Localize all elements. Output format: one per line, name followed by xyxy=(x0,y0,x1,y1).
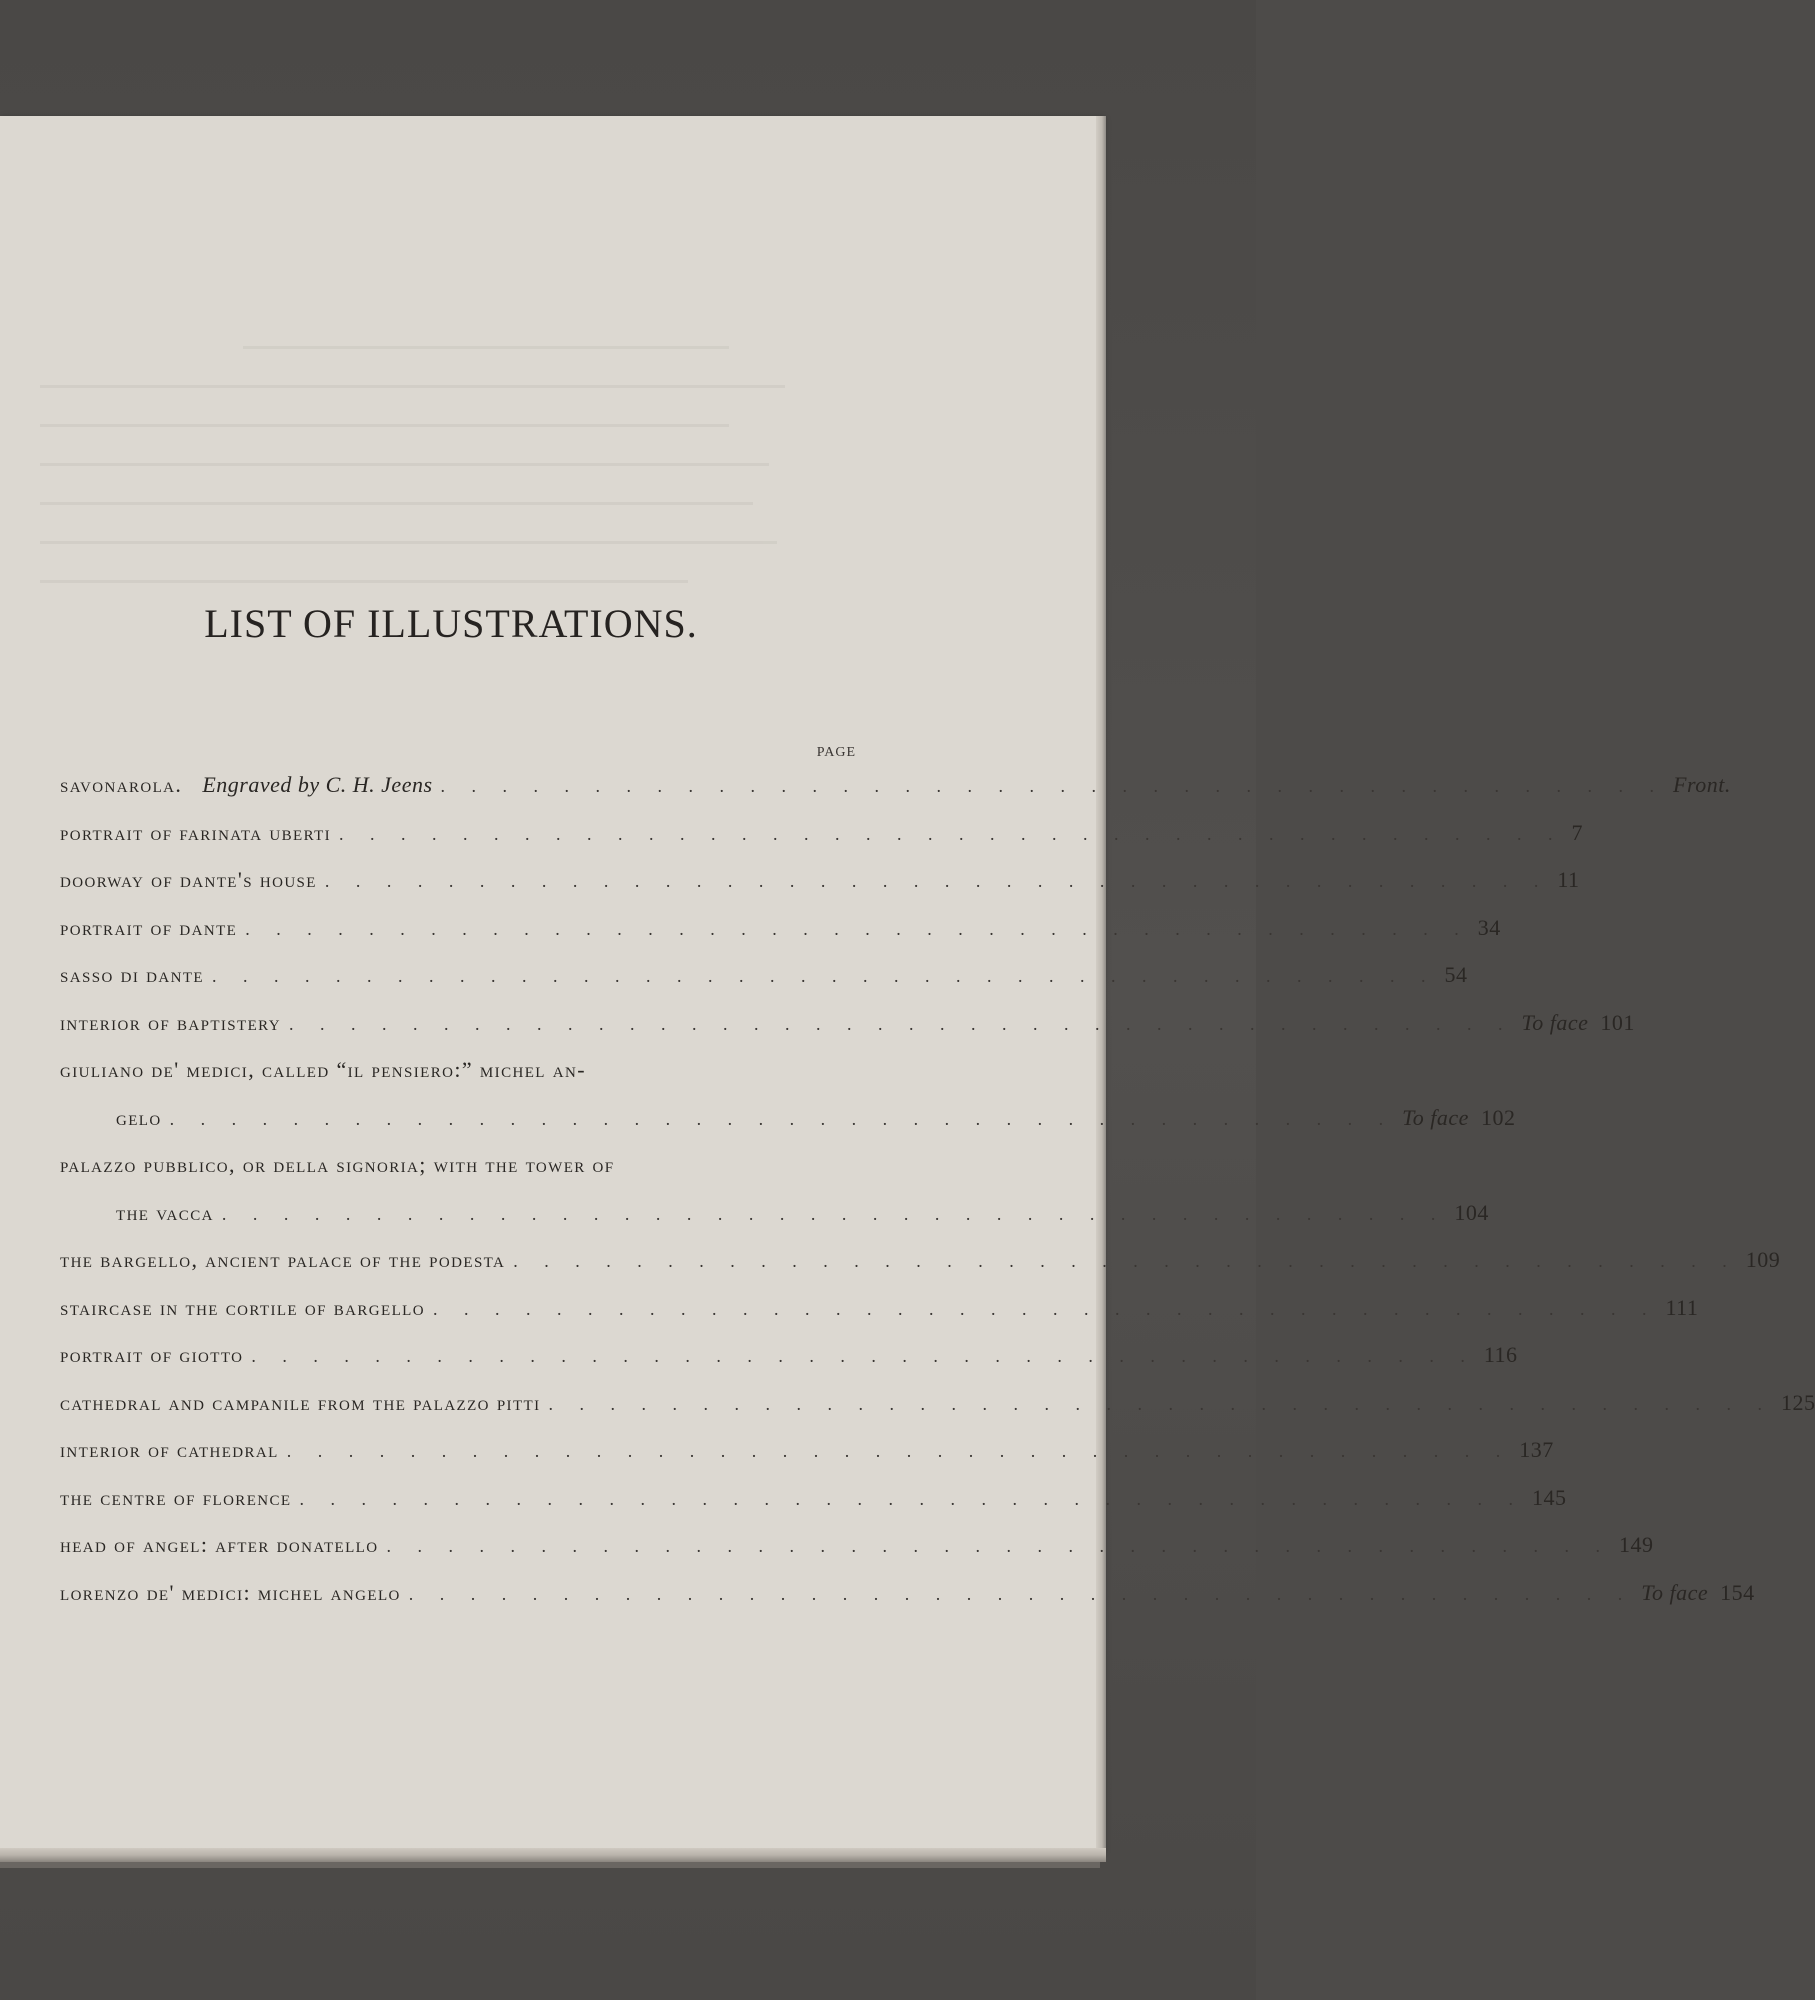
page-number: 11 xyxy=(1557,867,1580,892)
page-number: 125 xyxy=(1780,1389,1815,1415)
show-through-text xyxy=(40,346,850,766)
dot-leader: . . . . . . . . . . . . . . . . . . . . . . . . . . . . . . . . . . . . . . . . xyxy=(286,1441,1512,1461)
entry-title: the bargello, ancient palace of the podesta xyxy=(60,1247,506,1272)
entry-note: To face xyxy=(1641,1579,1709,1605)
entry-title: interior of baptistery xyxy=(60,1009,281,1035)
page-number: 54 xyxy=(1444,962,1468,987)
list-item xyxy=(60,1484,1567,1533)
dot-leader: . . . . . . . . . . . . . . . . . . . . . . . . . . . . . . . . . . . . . . . . xyxy=(386,1536,1611,1556)
page-number: 104 xyxy=(1454,1199,1489,1225)
page-number: 137 xyxy=(1519,1437,1554,1462)
list-item xyxy=(60,1532,1654,1580)
page-number: 154 xyxy=(1720,1579,1755,1605)
entry-title: sasso di dante xyxy=(60,962,204,987)
list-item xyxy=(60,1247,1781,1295)
entry-title: palazzo pubblico, or della signoria; with the tower of xyxy=(60,1152,615,1177)
dot-leader: . . . . . . . . . . . . . . . . . . . . . . . . . . . . . . . . . . . . . . . . xyxy=(169,1108,1395,1129)
dot-leader: . . . . . . . . . . . . . . . . . . . . . . . . . . . . . . . . . . . . . . . . xyxy=(288,1013,1514,1034)
page-column-header: PAGE xyxy=(816,745,856,760)
entry-title: interior of cathedral xyxy=(60,1437,279,1462)
page-number: 101 xyxy=(1600,1009,1635,1035)
entry-title: staircase in the cortile of bargello xyxy=(60,1294,425,1320)
list-item xyxy=(60,962,1468,1010)
dot-leader: . . . . . . . . . . . . . . . . . . . . . . . . . . . . . . . . . . . . . . . . xyxy=(221,1203,1447,1224)
page-edge-bottom xyxy=(0,1848,1106,1862)
entry-title: portrait of farinata uberti xyxy=(60,819,332,845)
entry-title: savonarola. xyxy=(60,772,183,797)
list-item xyxy=(60,772,1731,820)
entry-title: lorenzo de' medici: michel angelo xyxy=(60,1579,401,1605)
dot-leader: . . . . . . . . . . . . . . . . . . . . . . . . . . . . . . . . . . . . . . . . xyxy=(548,1393,1773,1414)
dot-leader: . . . . . . . . . . . . . . . . . . . . . . . . . . . . . . . . . . . . . . . . xyxy=(251,1346,1476,1366)
dot-leader: . . . . . . . . . . . . . . . . . . . . . . . . . . . . . . . . . . . . . . . . xyxy=(339,823,1564,844)
page-number: 149 xyxy=(1618,1532,1654,1557)
dot-leader: . . . . . . . . . . . . . . . . . . . . . . . . . . . . . . . . . . . . . . . . xyxy=(408,1583,1634,1604)
dot-leader: . . . . . . . . . . . . . . . . . . . . . . . . . . . . . . . . . . . . . . . . xyxy=(432,1298,1658,1319)
list-item xyxy=(60,1389,1815,1438)
list-item xyxy=(60,819,1584,868)
list-item xyxy=(60,1152,860,1200)
entry-note: To face xyxy=(1402,1104,1469,1130)
page-number: 34 xyxy=(1477,914,1501,940)
entry-title: gelo xyxy=(116,1104,162,1130)
list-item xyxy=(60,867,1580,915)
dot-leader: . . . . . . . . . . . . . . . . . . . . . . . . . . . . . . . . . . . . . . . . xyxy=(513,1251,1738,1271)
dot-leader: . . . . . . . . . . . . . . . . . . . . . . . . . . . . . . . . . . . . . . . . xyxy=(245,918,1470,939)
entry-note: To face xyxy=(1521,1009,1589,1035)
page-number: 111 xyxy=(1665,1294,1699,1320)
list-item xyxy=(60,1104,1516,1153)
engraver-credit: Engraved by C. H. Jeens xyxy=(202,772,433,797)
dot-leader: . . . . . . . . . . . . . . . . . . . . . . . . . . . . . . . . . . . . . . . . xyxy=(299,1488,1524,1509)
list-item xyxy=(60,1294,1699,1343)
page-edge-shadow xyxy=(0,1862,1100,1868)
list-item xyxy=(60,1437,1554,1485)
dot-leader: . . . . . . . . . . . . . . . . . . . . . . . . . . . . . . . . . . . . . . . . xyxy=(440,776,1666,796)
page-number: 109 xyxy=(1745,1247,1781,1272)
entry-title: head of angel: after donatello xyxy=(60,1532,379,1557)
list-item xyxy=(60,914,1501,963)
entry-note: Front. xyxy=(1673,772,1731,797)
page-number: 102 xyxy=(1480,1104,1516,1130)
illustration-list xyxy=(60,772,1815,1627)
list-item xyxy=(60,1009,1635,1058)
entry-title: portrait of dante xyxy=(60,914,238,940)
page-number: 145 xyxy=(1531,1484,1567,1510)
list-item xyxy=(60,1579,1755,1628)
dot-leader: . . . . . . . . . . . . . . . . . . . . . . . . . . . . . . . . . . . . . . . . xyxy=(324,871,1550,891)
page-number: 7 xyxy=(1571,819,1584,845)
list-item xyxy=(60,1342,1518,1390)
list-item xyxy=(60,1057,860,1105)
page-title: LIST OF ILLUSTRATIONS. xyxy=(204,601,698,646)
entry-title: giuliano de' medici, called “il pensiero:” michel an- xyxy=(60,1057,586,1082)
entry-title: doorway of dante's house xyxy=(60,867,317,892)
entry-title: the vacca xyxy=(116,1199,214,1225)
entry-title: cathedral and campanile from the palazzo pitti xyxy=(60,1389,541,1415)
dot-leader: . . . . . . . . . . . . . . . . . . . . . . . . . . . . . . . . . . . . . . . . xyxy=(211,966,1437,986)
page-number: 116 xyxy=(1483,1342,1518,1367)
entry-title: the centre of florence xyxy=(60,1484,292,1510)
entry-title: portrait of giotto xyxy=(60,1342,244,1367)
list-item xyxy=(60,1199,1489,1248)
